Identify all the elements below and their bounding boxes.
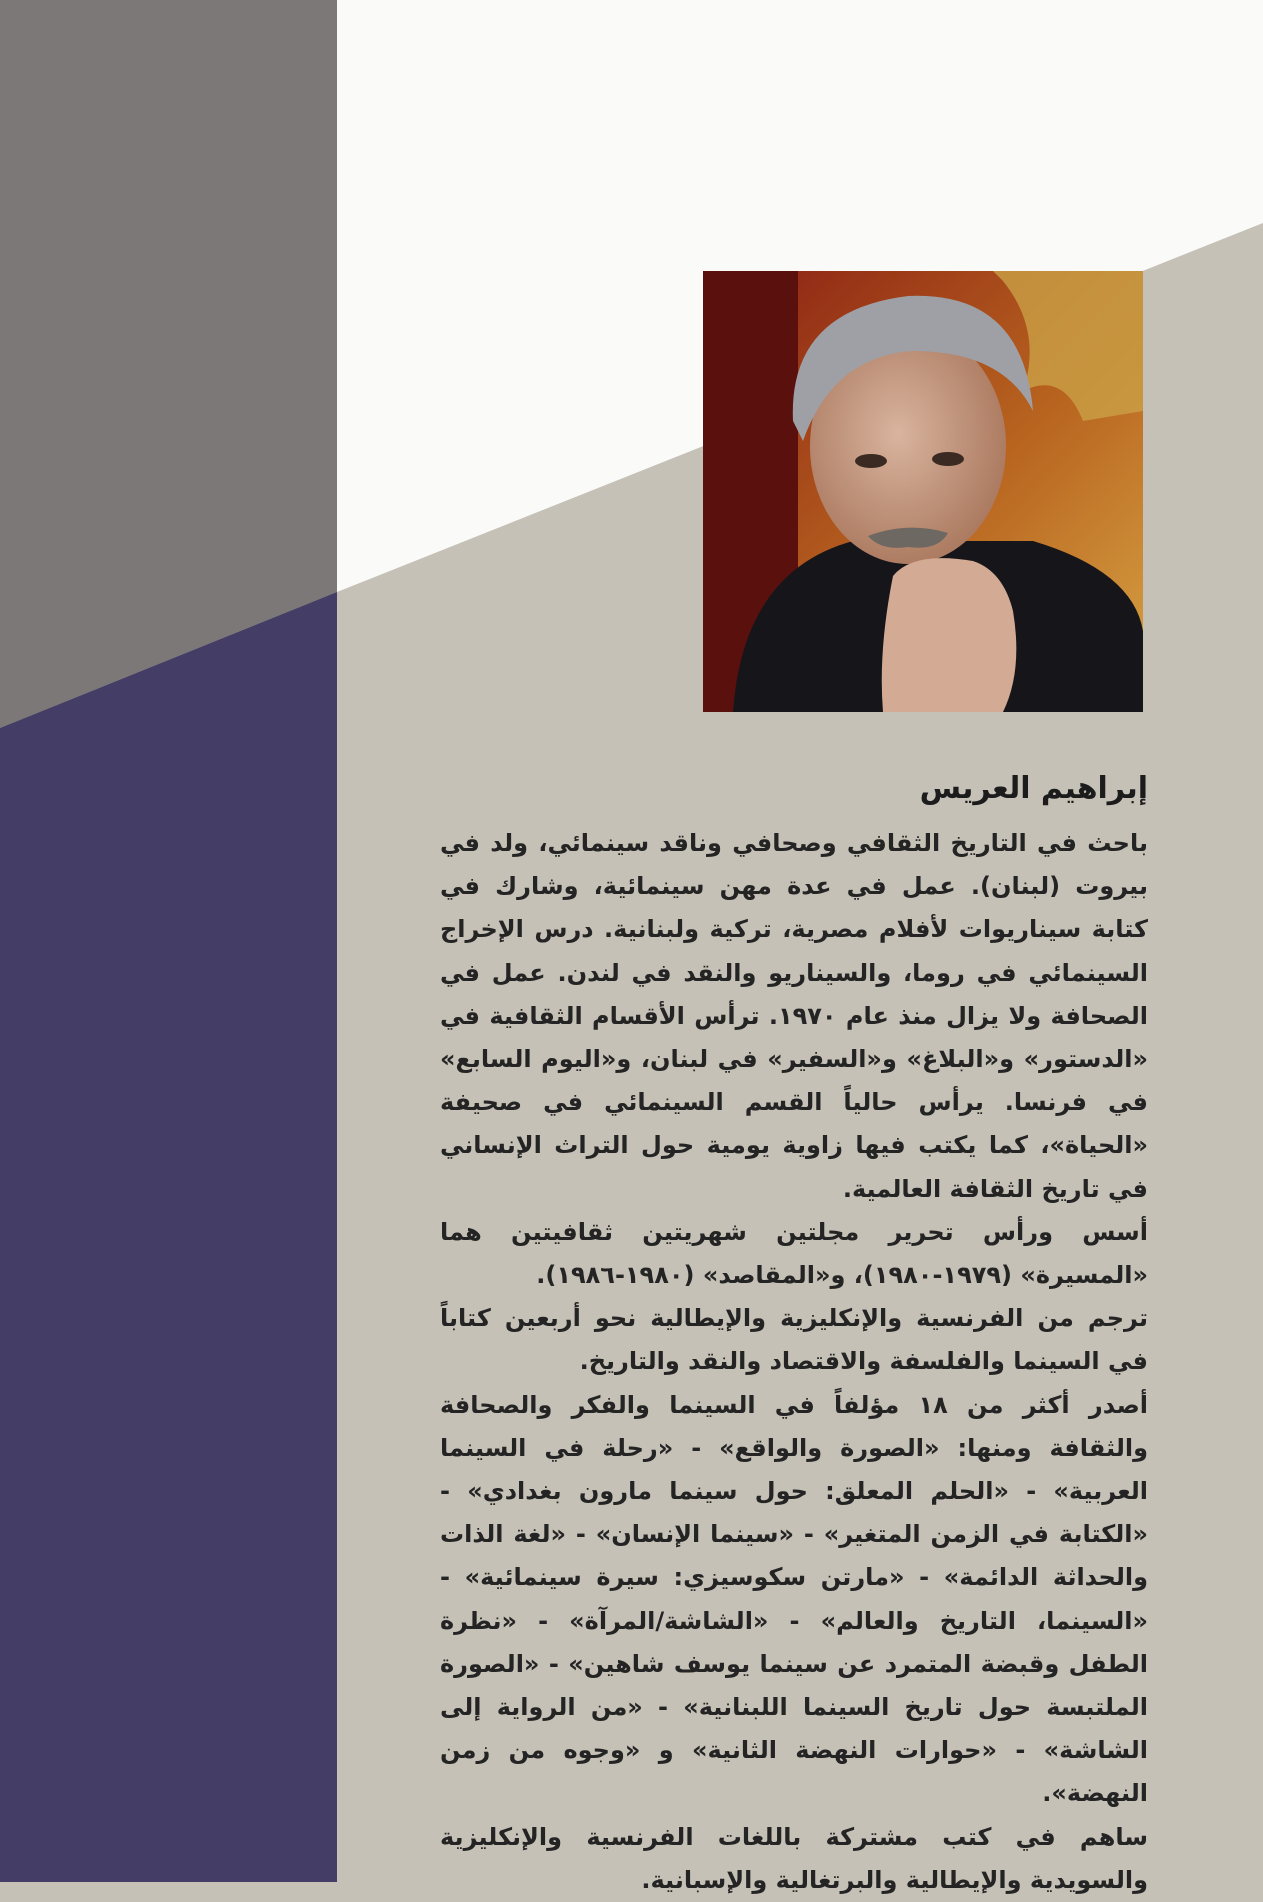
author-bio bbox=[440, 822, 1148, 1902]
bio-paragraph: أسس ورأس تحرير مجلتين شهريتين ثقافيتين هما «المسيرة» (١٩٧٩-١٩٨٠)، و«المقاصد» (١٩٨٠-١٩٨٦). bbox=[440, 1217, 1148, 1290]
bio-paragraph: أصدر أكثر من ١٨ مؤلفاً في السينما والفكر والصحافة والثقافة ومنها: «الصورة والواقع» - «رحلة في السينما العربية» - «الحلم المعلق: حول سينما مارون بغدادي» - «الكتابة في الزمن المتغير» - «سينما الإنسان» - «لغة الذات والحداثة الدائمة» - «مارتن سكوسيزي: سيرة سينمائية» - «السينما، التاريخ والعالم» - «الشاشة/المرآة» - «نظرة الطفل وقبضة المتمرد عن سينما يوسف شاهين» - «الصورة الملتبسة حول تاريخ السينما اللبنانية» - «من الرواية إلى الشاشة» - «حوارات النهضة الثانية» و «وجوه من زمن النهضة». bbox=[440, 1390, 1149, 1808]
bio-paragraph: باحث في التاريخ الثقافي وصحافي وناقد سينمائي، ولد في بيروت (لبنان). عمل في عدة مهن سينمائية، وشارك في كتابة سيناريوات لأفلام مصرية، تركية ولبنانية. درس الإخراج السينمائي في روما، والسيناريو والنقد في لندن. عمل في الصحافة ولا يزال منذ عام ١٩٧٠. ترأس الأقسام الثقافية في «الدستور» و«البلاغ» و«السفير» في لبنان، و«اليوم السابع» في فرنسا. يرأس حالياً القسم السينمائي في صحيفة «الحياة»، كما يكتب فيها زاوية يومية حول التراث الإنساني في تاريخ الثقافة العالمية. bbox=[440, 829, 1148, 1203]
author-photo bbox=[703, 271, 1143, 712]
purple-band bbox=[0, 592, 337, 1882]
bio-paragraph: ترجم من الفرنسية والإنكليزية والإيطالية نحو أربعين كتاباً في السينما والفلسفة والاقتصاد والنقد والتاريخ. bbox=[440, 1304, 1148, 1376]
eye-right bbox=[932, 452, 964, 466]
bio-paragraph: ساهم في كتب مشتركة باللغات الفرنسية والإنكليزية والسويدية والإيطالية والبرتغالية والإسبانية. bbox=[440, 1822, 1148, 1894]
eye-left bbox=[855, 454, 887, 468]
hand bbox=[882, 558, 1017, 712]
author-name: إبراهيم العريس bbox=[919, 771, 1148, 806]
portrait-illustration bbox=[703, 271, 1143, 712]
